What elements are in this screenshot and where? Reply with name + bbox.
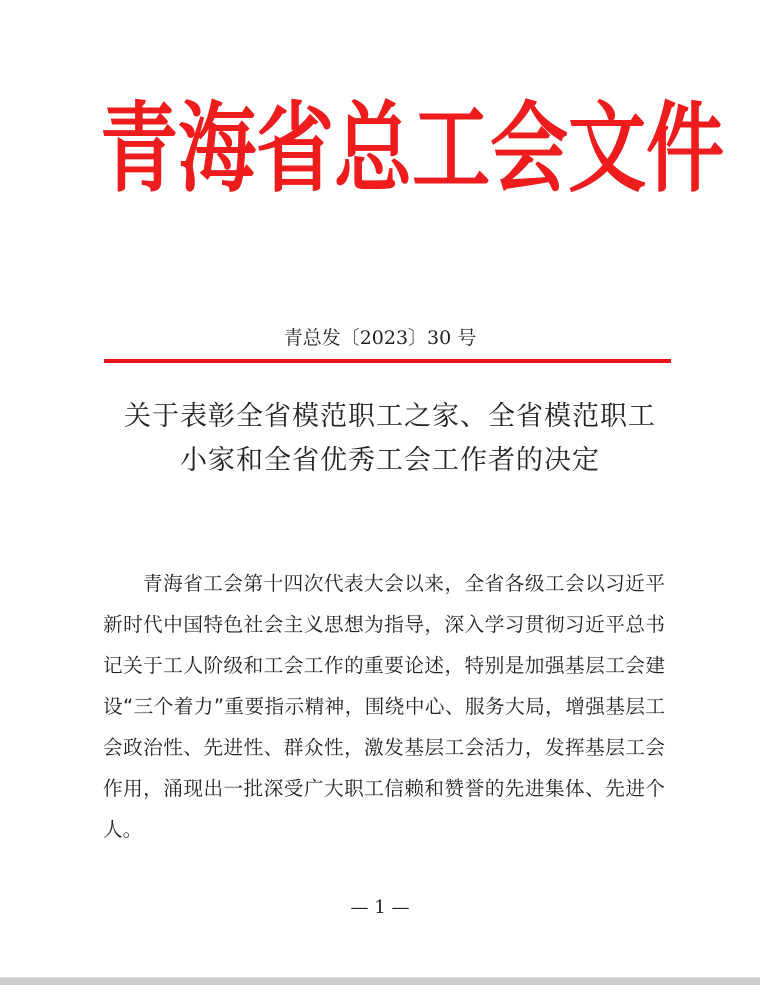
page-separator [0, 977, 760, 985]
red-divider [104, 359, 671, 363]
body-line: 作用，涌现出一批深受广大职工信赖和赞誉的先进集体、先进个 [103, 777, 665, 800]
body-line: 人。 [103, 818, 143, 841]
body-line: 新时代中国特色社会主义思想为指导，深入学习贯彻习近平总书 [103, 613, 665, 636]
document-title [100, 395, 680, 483]
page-number: — 1 — [350, 897, 410, 918]
masthead-char: 省 [256, 92, 335, 207]
masthead-char: 海 [178, 92, 257, 207]
masthead-char: 件 [646, 92, 725, 207]
document-number: 青总发〔2023〕30 号 [283, 327, 477, 349]
title-line: 小家和全省优秀工会工作者的决定 [180, 445, 600, 476]
masthead-char: 总 [334, 92, 413, 207]
body-line: 记关于工人阶级和工会工作的重要论述，特别是加强基层工会建 [103, 654, 665, 677]
masthead-char: 青 [100, 92, 179, 207]
masthead [100, 92, 725, 207]
masthead-char: 文 [568, 92, 647, 207]
body-line: 青海省工会第十四次代表大会以来，全省各级工会以习近平 [143, 572, 665, 595]
masthead-char: 会 [490, 92, 569, 207]
masthead-char: 工 [412, 92, 491, 207]
body-paragraph [103, 563, 665, 850]
title-line: 关于表彰全省模范职工之家、全省模范职工 [124, 401, 656, 432]
body-line: 设“三个着力”重要指示精神，围绕中心、服务大局，增强基层工 [103, 695, 665, 718]
body-line: 会政治性、先进性、群众性，激发基层工会活力，发挥基层工会 [103, 736, 665, 759]
